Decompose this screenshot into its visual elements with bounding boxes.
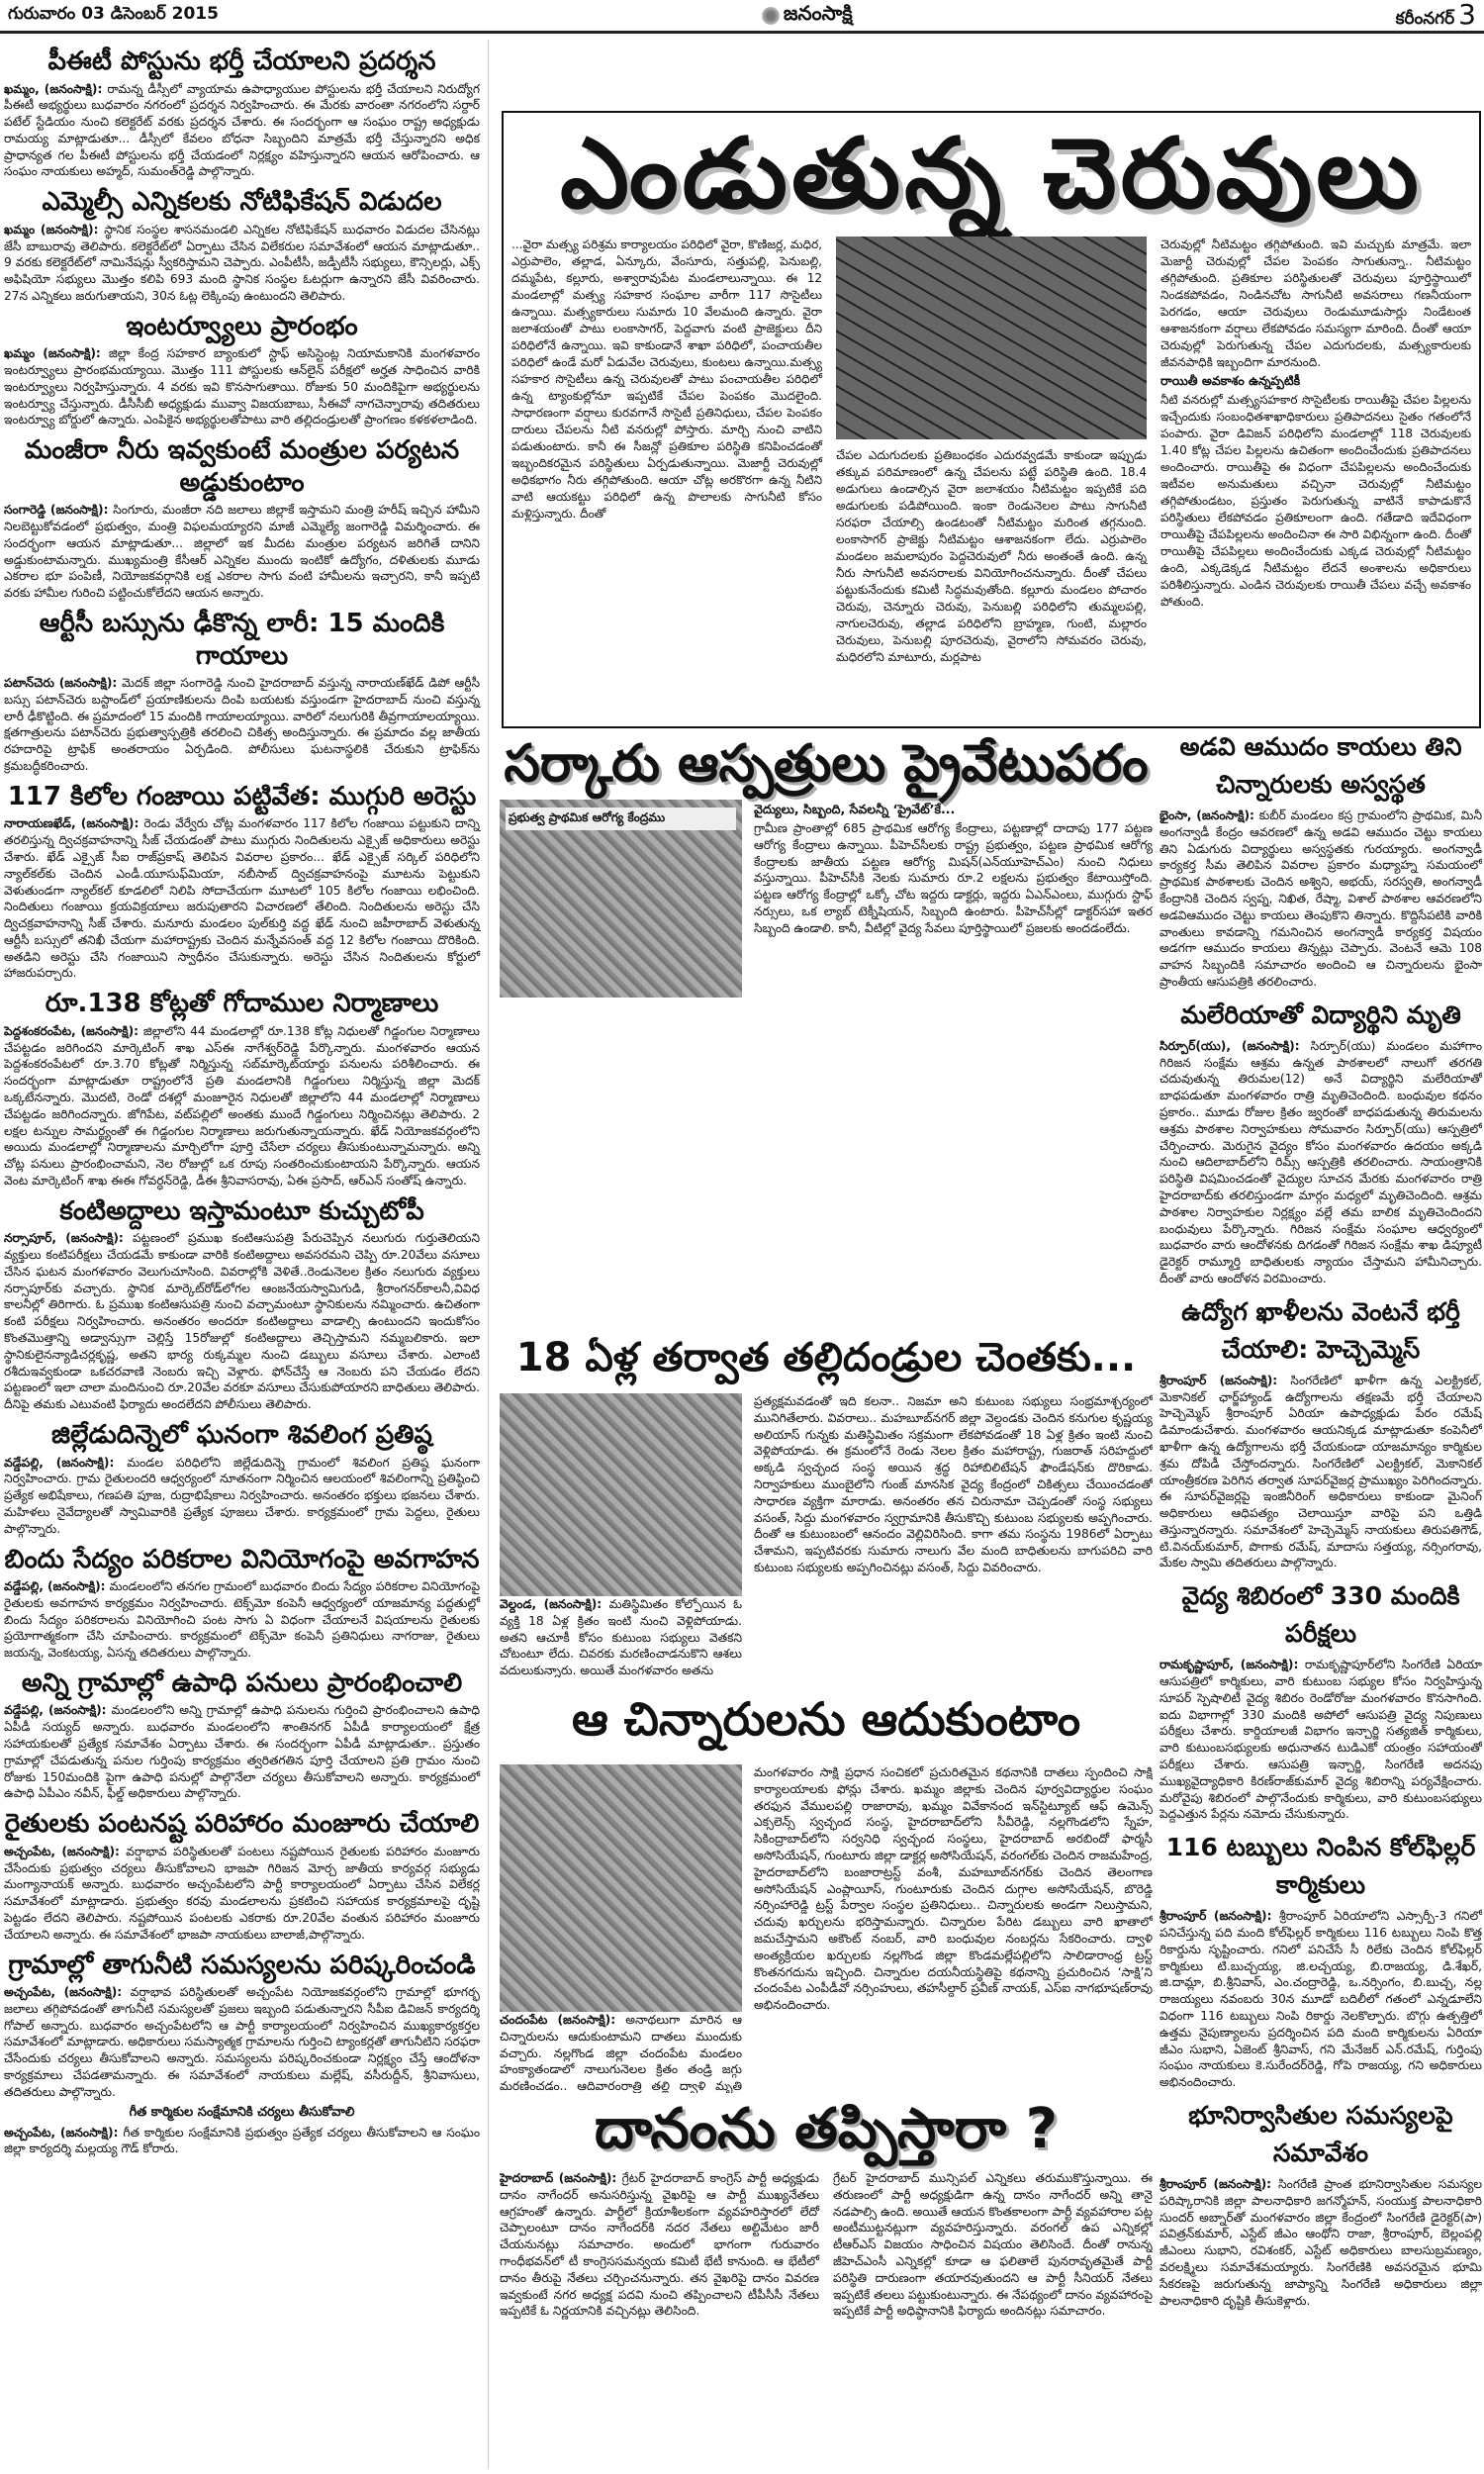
- article-body: సిర్పూర్(యు), (జనంసాక్షి): సిర్పూర్(యు) మండలం మహాగాం గిరిజన సంక్షేమ ఆశ్రమ ఉన్నత పాఠశాలలో నాలుగో తరగతి చదువుతున్న తిరుమల(12) అనే విద్యార్థిని మలేరియాతో బాధపడుతూ మంగళవారం రాత్రి మృతిచెందింది. బంధువుల కథనం ప్రకారం.. మూడు రోజుల క్రితం జ్వరంతో బాధపడుతున్న తిరుమలను ఆశ్రమ పాఠశాల నిర్వాహకులు సోమవారం సిర్పూర్(యు) ఆస్పత్రిలో చేర్పించారు. మెరుగైన వైద్యం కోసం మంగళవారం ఉదయం అక్కడి నుంచి ఆదిలాబాద్‌లోని రిమ్స్ ఆస్పత్రికి తరలించారు. సాయంత్రానికి పరిస్థితి విషమించడంతో వైద్యుల సూచన మేరకు మంగళవారం రాత్రి హైదరాబాద్‌కు తరలిస్తుండగా మార్గం మధ్యలో మృతిచెందింది. ఆశ్రమ పాఠశాల నిర్వాహకుల నిర్లక్ష్యం వల్లే తమ బాలిక మృతిచెందిందని బంధువులు పేర్కొన్నారు. గిరిజన సంక్షేమ సంఘాల ఆధ్వర్యంలో బుధవారం వారు ఆందోళనకు దిగడంతో గిరిజన సంక్షేమ శాఖ డిప్యూటీ డైరెక్టర్ రామ్మూర్తి బాధితులకు న్యాయం చేస్తామని హామీనిచ్చారు. దీంతో వారు ఆందోళన విరమించారు.: [1159, 1038, 1482, 1285]
- article-danam: దానంను తప్పిస్తారా ? హైదరాబాద్ (జనంసాక్షి): గ్రేటర్ హైదరాబాద్ కాంగ్రెస్ పార్టీ అధ్యక్షుడు దానం నాగేందర్ అనుసరిస్తున్న వైఖరిపై ఆ పార్టీ ముఖ్యనేతలు ఆగ్రహంతో ఉన్నారు. పార్టీలో క్రియాశీలకంగా వ్యవహరిస్తారలో లేదో చెప్పాలంటూ దానం నాగేందర్‌కి నదర నేతలు అల్టిమేటం జారీ చేయనునట్లు సమాచారం. అందులో భాగంగా గురువారం గాంధీభవన్‌లో టీ కాంగ్రెససమన్వయ కమిటీ భేటీ కానుంది. ఆ భేటీలో దానం తీరుపై నేతలు చర్చించనున్నారు. తన వైఖరిపై దానం వివరణ ఇవ్వకుంటే నగర అధ్యక్ష పదవి నుంచి తప్పించాలని టీపీసీసీ నేతలు ఇప్పటికే ఓ నిర్ణయానికి వచ్చినట్లు తెలిసింది. గ్రేటర్ హైదరాబాద్ మున్సిపల్ ఎన్నికలు తరుముకొస్తున్నాయి. ఈ తరుణంలో పార్టీ అధ్యక్షుడిగా ఉన్న దానం నాగేందర్ అన్ని తానై నడపాల్సి ఉంది. అయితే ఆయన కొంతకాలంగా పార్టీ వ్యవహారాల పట్ల అంటీముట్టనట్లుగా వ్యవహరిస్తున్నారు. వరంగల్ ఉప ఎన్నికల్లో టీఆర్ఎస్ విజయం సాధించిన విషయం తెలిసిందే. దీంతో రానున్న జీహెచ్ఎంసీ ఎన్నికల్లో కూడా ఆ ఫలితాలే పునరావృతమైతే పార్టీ పరిస్థితి దారుణంగా తయారవుతుందని ఆ పార్టీ సీనియర్ నేతలు ఇప్పటికే తలలు పట్టుకుంటున్నారు. ఈ నేపథ్యంలో దానం వ్యవహారంపై ఇప్పటికే పార్టీ అధిష్ఠానానికి ఫిర్యాదు అందినట్లు సమాచారం.: [500, 2097, 1153, 2319]
- headline: ఎమ్మెల్సీ ఎన్నికలకు నోటిఫికేషన్ విడుదల: [42, 187, 442, 218]
- article-hospitals: సర్కారు ఆస్పత్రులు ప్రైవేటుపరం ప్రభుత్వ ప్రాథమిక ఆరోగ్య కేంద్రము వైద్యులు, సిబ్బంది, సేవలన్నీ ‘ప్రైవేట్’కే... గ్రామీణ ప్రాంతాల్లో 685 ప్రాథమిక ఆరోగ్య కేంద్రాలు, పట్టణాల్లో దాదాపు 177 పట్టణ ఆరోగ్య కేంద్రాలు ఉన్నాయి. పీహెచ్‌సీలకు రాష్ట్ర ప్రభుత్వం, పట్టణ ప్రాథమిక ఆరోగ్య కేంద్రాలకు జాతీయ పట్టణ ఆరోగ్య మిషన్(ఎన్‌యూహెచ్‌ఎం) నుంచి నిధులు వస్తున్నాయి. పీహెచ్‌సీకి నెలకు సుమారు రూ.2 లక్షలను ప్రభుత్వం కేటాయిస్తోంది. పట్టణ ఆరోగ్య కేంద్రాల్లో ఒక్కో చోట ఇద్దరు డాక్టర్లు, ఇద్దరు ఏఎన్‌ఎంలు, ముగ్గురు స్టాఫ్ నర్సులు, ఒక ల్యాబ్ టెక్నీషియన్, సిబ్బంది ఉంటారు. పీహెచ్‌సీల్లో డాక్టర్‌సహా ఇతర సిబ్బంది ఉండాలి. కానీ, వీటిల్లో వైద్య సేవలు పూర్తిస్థాయిలో ప్రజలకు అందడంలేదు.: [500, 732, 1153, 1326]
- left-column: [4, 40, 489, 2469]
- headline: ఆ చిన్నారులను ఆదుకుంటాం: [571, 1692, 1081, 1746]
- dateline: ఖమ్మం: [4, 346, 36, 361]
- family-group-photo: [500, 1764, 742, 2012]
- headline: ఆర్టీసీ బస్సును ఢీకొన్న లారీ: 15 మందికి గాయాలు: [39, 609, 445, 671]
- health-centre-photo: ప్రభుత్వ ప్రాథమిక ఆరోగ్య కేంద్రము: [500, 800, 742, 998]
- article: [4, 1808, 480, 1943]
- headline: ఉద్యోగ ఖాళీలను వెంటనే భర్తీ చేయాలి: హెచ్చెమ్మెస్: [1181, 1296, 1460, 1364]
- masthead-logo: జనంసాక్షి: [762, 1, 853, 30]
- logo-emblem-icon: [762, 7, 780, 25]
- dateline: పటాన్‌చెరు: [4, 676, 54, 691]
- article-body: భైంసా, (జనంసాక్షి): కుబీర్ మండలం కస్ర గ్రామంలోని ప్రాథమిక, మినీ అంగన్వాడీ కేంద్రం ఆవరణలో ఉన్న అడవి ఆముదం చెట్టు కాయలు తిని ఏడుగురు విద్యార్థులు అస్వస్థతకు గురయ్యారు. అంగన్వాడీ కార్యకర్త సీమ తెలిపిన వివరాల ప్రకారం మధ్యాహ్న సమయంలో ప్రాథమిక పాఠశాలకు చెందిన అశ్విని, అభయ్, సరస్వతి, అంగన్వాడీ కేంద్రానికి చెందిన స్వప్న, నిఖిత, రేష్మా, విశాల్ పాఠశాల ఆవరణలోని అడవిఆముదం చెట్టు కాయలు తెంపుకొని తిన్నారు. కొద్దిసేపటికి వారికి వాంతులు కావడాన్ని గమనించిన అంగన్వాడీ కార్యకర్త విషయం అడగగా ఆముదం కాయలు తిన్నట్లు చెప్పారు. వెంటనే ఆమె 108 వాహన సిబ్బందికి సమాచారం అందించి ఆ చిన్నారులను భైంసా ప్రాంతీయ ఆసుపత్రికి తరలించారు.: [1159, 809, 1482, 989]
- article: [4, 186, 480, 304]
- headline: మంజీరా నీరు ఇవ్వకుంటే మంత్రుల పర్యటన అడ్డుకుంటాం: [24, 435, 460, 498]
- article: [4, 1667, 480, 1802]
- article: [4, 1419, 480, 1537]
- dateline: ఖమ్మం: [4, 222, 36, 237]
- subheadline: భూనిర్వాసితుల సమస్యలపై సమావేశం: [1188, 2101, 1453, 2168]
- article-body: అచ్చంపేట, (జనంసాక్షి): గీత కార్మికుల సంక్షేమానికి ప్రభుత్వం ప్రత్యేక చర్యలు తీసుకోవాలని ఆ సంఘం జిల్లా కార్యదర్శి మల్లయ్య గౌడ్ కోరారు.: [4, 2125, 481, 2156]
- headline: వైద్య శిబిరంలో 330 మందికి పరీక్షలు: [1181, 1581, 1460, 1649]
- headline: ఇంటర్వ్యూలు ప్రారంభం: [126, 311, 358, 341]
- article-body: వడ్డేపల్లి, (జనంసాక్షి): మండలంలోని అన్ని గ్రామాల్లో ఉపాధి పనులను గుర్తించి ప్రారంభించాలని ఉపాధి ఏపీడీ సయ్యద్ అన్నారు. బుధవారం మండలంలోని శాంతినగర్ ఏపీడీ కార్యాలయంలో క్షేత్ర సహాయకులతో ప్రత్యేక సమావేశం ఏర్పాటు చేశారు. ఈ సందర్భంగా ఏపీడీ మాట్లాడుతూ.. ప్రస్తుతం గ్రామాల్లో చేపడుతున్న పనుల గుర్తింపు కార్యక్రమం త్వరితగతిన పూర్తి చేయాలని ప్రతి గ్రామం నుంచి రోజుకు 150మందికి పైగా ఉపాధి పనుల్లో పాల్గొనేలా చర్యలు తీసుకోవాలని అన్నారు. కార్యక్రమంలో ఉపాధి ఏపీఎం నవీన్, ఫీల్డ్ అధికారులు పాల్గొన్నారు.: [4, 1703, 481, 1801]
- headline: బిందు సేద్యం పరికరాల వినియోగంపై అవగాహన: [4, 1544, 480, 1574]
- article-body: ఖమ్మం, (జనంసాక్షి): రామన్న డీస్సీలో వ్యాయామ ఉపాధ్యాయుల పోస్టులను భర్తీ చేయాలని నిరుద్యోగ పీఈటీ అభ్యర్థులు బుధవారం నగరంలో ప్రదర్శన నిర్వహించారు. ఈ మేరకు వారంతా నగరంలోని సర్దార్ పటేల్ స్టేడియం నుంచి కలెక్టరేట్ వరకు ప్రదర్శన చేశారు. ఈ సందర్భంగా ఆ సంఘం రాష్ట్ర అధ్యక్షుడు రామయ్య మాట్లాడుతూ... డీస్సీలో కేవలం బోధనా సిబ్బందిని మాత్రమే భర్తీ చేస్తున్నారని అధిక ప్రాధాన్యత గల పీఈటీ పోస్టులను భర్తీ చేయడంలో నిర్లక్ష్యం వహిస్తున్నారని ఆయన ఆరోపించారు. ఆ సంఘం నాయకులు అహ్మద్, సుమంత్‌రెడ్డి పాల్గొన్నారు.: [4, 81, 480, 179]
- headline: 18 ఏళ్ల తర్వాత తల్లిదండ్రుల చెంతకు...: [515, 1335, 1137, 1380]
- article-body: శ్రీరాంపూర్ (జనంసాక్షి): శ్రీరాంపూర్ ఏరియాలోని ఎస్సార్పీ-3 గనిలో పనిచేస్తున్న పది మంది కోల్‌ఫిల్లర్ కార్మికులు 116 టబ్బులు నింపి కొత్త రికార్డును సృష్టించారు. గనిలో పనిచేసే సీ రిలేకు చెందిన కోల్‌ఫిల్లర్ కార్మికులు టి.బుచ్చయ్య, జి.లచ్చయ్య, బి.రాజయ్య, డి.శేఖర్, జి.దామ్లా, బి.శ్రీనివాస్, ఎం.చంద్రారెడ్డి, ఒ.నర్సింగం, బి.బుచ్చ, నల్ల రాజయ్యలు నవంబరు 30న మూడో బదిలీలో గతంలో ఎన్నడూలేని విధంగా 116 టబ్బులు నింపి రికార్డు నెలకొల్పారు. బొగ్గు ఉత్పత్తిలో ఉత్తమ నైపుణ్యాలను ప్రదర్శించిన పది మంది కార్మికులను ఏరియా జీఎం సుభాని, ఏజెంట్ శ్రీనివాస్, గని మేనేజర్ ఎన్.రమేష్, గుర్తింపు సంఘం నాయకులు కె.సురేందర్‌రెడ్డి, గోపె రాజయ్య, గని అధికారులు అభినందించారు.: [1159, 1909, 1482, 2090]
- headline: గ్రామాల్లో తాగునీటి సమస్యలను పరిష్కరించండి: [8, 1950, 476, 1980]
- headline: దానంను తప్పిస్తారా ?: [594, 2097, 1059, 2161]
- feature-article-drying-ponds: [502, 111, 1481, 728]
- feature-text-1: ...వైరా మత్స్య పరిశ్రమ కార్యాలయం పరిధిలో వైరా, కొణిజర్ల, మధిర, ఎర్రుపాలెం, తల్లాడ, ఏన్కూరు, వేంసూరు, సత్తుపల్లి, పెనుబల్లి, దమ్మపేట, కల్లూరు, అశ్వారావుపేట మండలాలున్నాయి. ఈ 12 మండలాల్లో మత్స్య సహకార సంఘాల వారీగా 117 సొసైటీలు ఉన్నాయి. మత్స్యకారులు సుమారు 10 వేలమంది ఉన్నారు. వైరా జలాశయంతో పాటు లంకాసాగర్, పెద్దవాగు వంటి ప్రాజెక్టులు దీని పరిధిలోనే ఉన్నాయి. ఇవి కాకుండానే శాఖా పరిధిలో, పంచాయతీల పరిధిలో ఉండే మరో ఏడువేల చెరువులు, కుంటలు ఉన్నాయి.మత్స్య సహకార సొసైటీలు ఉన్న చెరువులతో పాటు పంచాయతీల పరిధిలో ఉన్న ట్యాంకుల్లోనూ ఇప్పటికే చేపల పెంపకం మొదలైంది. సాధారణంగా వర్షాలు కురవగానే సొసైటీ ప్రతినిధులు, చేపల పెంపకం దారులు చేపలను నీటి వనరుల్లో పోస్తారు. మార్చి నుంచి వాటిని పడుతుంటారు. కానీ ఈ సీజన్లో ప్రతికూల పరిస్థితి కనిపించడంతో ఇబ్బందికరమైన పరిస్థితులు ఏర్పడుతున్నాయి. మెజార్టీ చెరువుల్లో అధికభాగం నీరు తగ్గిపోతుంది. ఆయా చోట్ల అరకొరగా ఉన్న నీటిని వాటి ఆయకట్టు పరిధిలో ఉన్న పొలాలకు సాగునీటి కోసం మళ్లిస్తున్నారు. దీంతో: [511, 238, 822, 521]
- headline: పీఈటీ పోస్టును భర్తీ చేయాలని ప్రదర్శన: [47, 47, 436, 76]
- headline: 117 కిలోల గంజాయి పట్టివేత: ముగ్గురి అరెస్టు: [7, 781, 477, 811]
- article-body: రామకృష్ణాపూర్, (జనంసాక్షి): రామకృష్ణాపూర్‌లోని సింగరేణి ఏరియా ఆసుపత్రిలో కార్మికులు, వారి కుటుంబ సభ్యుల కోసం నిర్వహిస్తున్న సూపర్ స్పెషాలిటీ వైద్య శిబిరం రెండోరోజు మంగళవారం కొనసాగింది. ఐదు విభాగాల్లో 330 మందికి అపోలో ఆసుపత్రి వైద్య నిపుణులు పరీక్షలు చేశారు. కార్డియాలజీ విభాగం ఇన్చార్జి సత్యజిత్ కార్మికులు, వారి కుటుంబసభ్యులకు అధునాతన టుడిఎకో యంత్రం సహాయంతో పరీక్షలు చేశారు. ఆసుపత్రి ఇన్చార్జి, సింగరేణి అదనపు ముఖ్యవైద్యాధికారి కిరణ్‌రాజ్‌కుమార్ వైద్య శిబిరాన్ని పర్యవేక్షించారు. మరోవైపు శిబిరంలో పాల్గొనేందుకు కార్మికులు, వారి కుటుంబసభ్యులు పెద్దఎత్తున పేర్లను నమోదు చేసుకున్నారు.: [1159, 1658, 1482, 1822]
- article: [1159, 2097, 1482, 2309]
- headline: అన్ని గ్రామాల్లో ఉపాధి పనులు ప్రారంభించాలి: [21, 1667, 463, 1698]
- headline: రూ.138 కోట్లతో గోదాముల నిర్మాణాలు: [45, 989, 439, 1019]
- dateline: రామకృష్ణాపూర్,: [1159, 1658, 1235, 1672]
- dateline: వడ్డేపల్లి,: [4, 1455, 44, 1470]
- mother-son-photo: [500, 1393, 742, 1596]
- dateline: అచ్చంపేట,: [4, 1844, 55, 1858]
- dateline: వడ్డేపల్లి,: [4, 1703, 44, 1718]
- article: [1159, 1829, 1482, 2091]
- dateline: భైంసా,: [1159, 809, 1192, 822]
- headline: 116 టబ్బులు నింపిన కోల్‌ఫిల్లర్ కార్మికులు: [1165, 1833, 1476, 1900]
- article: [4, 988, 480, 1189]
- headline: మలేరియాతో విద్యార్థిని మృతి: [1180, 999, 1461, 1029]
- dateline: శ్రీరాంపూర్: [1159, 1373, 1207, 1387]
- article-body: వడ్డేపల్లి, (జనంసాక్షి): మండల పరిధిలోని జిల్లేడుదిన్నె గ్రామంలో శివలింగ ప్రతిష్ఠ ఘనంగా నిర్వహించారు. గ్రామ రైతులందరి ఆధ్వర్యంలో నూతనంగా నిర్మించిన ఆలయంలో శివలింగాన్ని ప్రతిష్ఠించి ప్రత్యేక అభిషేకాలు, గణపతి పూజ, రుద్రాభిషేకాలు నిర్వహించారు. అనంతరం భక్తులు భజనలు చేశారు. మహిళలు నైవేద్యాలతో స్వామివారికి ప్రత్యేక పూజలు చేశారు. కార్యక్రమంలో గ్రామ పెద్దలు, రైతులు పాల్గొన్నారు.: [4, 1455, 481, 1536]
- article-body: శ్రీరాంపూర్ (జనంసాక్షి): సింగరేణిలో ఖాళీగా ఉన్న ఎలక్ట్రికల్, మెకానికల్ ఛార్జ్‌హ్యాండ్ ఉద్యోగాలను తక్షణమే భర్తీ చేయాలని హెచ్చెమ్మెస్ శ్రీరాంపూర్ ఏరియా ఉపాధ్యక్షుడు పేరం రమేష్ డిమాండుచేశారు. మంగళవారం ఆయనిక్కడ మాట్లాడుతూ కంపెనీలో ఖాళీగా ఉన్న ఉద్యోగాలను భర్తీ చేయకుండా యాజమాన్యం కార్మికుల శ్రమ దోపిడీ చేస్తోందన్నారు. సింగరేణిలో ఎలక్ట్రికల్, మెకానికల్ యాంత్రీకరణ పెరిగిన తర్వాత సూపర్‌వైజర్ల ప్రాముఖ్యం పెరిగిందన్నారు. ఈ సూపర్‌వైజర్లపై ఇంజినీరింగ్ అధికారులు కాకుండా మైనింగ్ అధికారులు ఆధిపత్యం చెలాయిస్తూ వారిపై పని ఒత్తిడి తెస్తున్నారన్నారు. సమావేశంలో హెచ్చెమ్మెస్ నాయకులు తిరుపతిగౌడ్, టి.వినయ్‌కుమార్, పొగాకు రమేష్, మాదాసు సత్తయ్య, నర్సింగరావు, మేకల స్వామి తదితరులు పాల్గొన్నారు.: [1159, 1373, 1482, 1570]
- headline: సర్కారు ఆస్పత్రులు ప్రైవేటుపరం: [504, 734, 1149, 794]
- page-header: [0, 0, 1484, 34]
- dateline: ఖమ్మం,: [4, 81, 40, 96]
- article-body: వడ్డేపల్లి, (జనంసాక్షి): మండలంలోని తనగల గ్రామంలో బుధవారం బిందు సేద్యం పరికరాల వినియోగంపై రైతులకు అవగాహన కార్యక్రమం నిర్వహించారు. టెక్స్‌మో కంపెనీ ఆధ్వర్యంలో యాజమాన్య పద్ధతుల్లో బిందు సేద్యం పరికరాలను వినియోగించి పంట సాగు ఏ విధంగా చేయాలనే విషయాలను రైతులకు ప్రయోగాత్మకంగా చేసి చూపించారు. కార్యక్రమంలో టెక్స్‌మో కంపెనీ ప్రతినిధులు నాగరాజు, రైతులు జయన్న, వెంకటయ్య, ఏసన్న తదితరులు పాల్గొన్నారు.: [4, 1579, 481, 1661]
- headline: కంటిఅద్దాలు ఇస్తామంటూ కుచ్చుటోపీ: [59, 1195, 424, 1226]
- right-column: [1159, 722, 1482, 2474]
- middle-column: [500, 732, 1153, 2474]
- article: [1159, 1293, 1482, 1572]
- article-body: ఖమ్మం (జనంసాక్షి): స్థానిక సంస్థల శాసనమండలి ఎన్నికల నోటిఫికేషన్ బుధవారం విడుదల చేసినట్లు జేసీ బాబురావు తెలిపారు. కలెక్టరేట్‌లో ఏర్పాటు చేసిన విలేకరుల సమావేశంలో ఆయన మాట్లాడుతూ.. 9 వరకు కలెక్టరేట్‌లో నామినేషన్లు స్వీకరిస్తామని చెప్పారు. ఎంపీటీసీ, జడ్పీటీసీ సభ్యులు, కౌన్సిలర్లు, ఎక్స్ అఫిషియో సభ్యులు మొత్తం కలిపి 693 మంది స్థానిక సంస్థల ఓటర్లుగా ఉన్నారని జేసీ వివరించారు. 27న ఎన్నికలు జరుగుతాయని, 30న ఓట్ల లెక్కింపు ఉంటుందని తెలిపారు.: [4, 222, 481, 303]
- edition-page: కరీంనగర్ 3: [1395, 0, 1476, 31]
- dateline: సంగారెడ్డి: [4, 503, 46, 518]
- article-body: అచ్చంపేట, (జనంసాక్షి): వర్షాభావ పరిస్థితులతో అచ్చంపేట నియోజకవర్గంలోని గ్రామాల్లో భూగర్భ జలాలు తగ్గిపోవడంతో తాగునీటి సమస్యలతో ప్రజలు ఇబ్బంది పడుతున్నారని సీపీఐ డివిజన్ కార్యదర్శి గోపాల్ అన్నారు. బుధవారం అచ్చంపేటలోని ఆ పార్టీ కార్యాలయంలో నిర్వహించిన ముఖ్యకార్యకర్తల సమావేశంలో మాట్లాడారు. అధికారులు సమస్యాత్మక గ్రామాలను గుర్తించి ట్యాంకర్లతో తాగునీటిని సరఫరా చేసేందుకు చర్యలు తీసుకోవాలని అన్నారు. సమస్యలను పరిష్కరించకుండా నిర్లక్ష్యం చేస్తే ఆందోళనా కార్యక్రమాలు చేపడతామన్నారు. ఈ సమావేశంలో నాయకులు మల్లేష్, వసీరుద్దీన్, శ్రీనివాసులు, తదితరులు పాల్గొన్నారు.: [4, 1985, 480, 2099]
- article-body: శ్రీరాంపూర్ (జనంసాక్షి): సింగరేణి ప్రాంత భూనిర్వాసితుల సమస్యల పరిష్కారానికి జిల్లా పాలనాధికారి జగన్మోహన్, సంయుక్త పాలనాధికారి సుందర్ అబ్నార్‌తో మంగళవారం జిల్లా కేంద్రంలో సింగరేణి డైరెక్టర్(పా) పవిత్రన్‌కుమార్, ఎస్టేట్ జీఎం ఆంథోని రాజా, శ్రీరాంపూర్, బెల్లంపల్లి జీఎంలు సుభాని, రవిశంకర్, ఎస్టేట్ అధికారులు బాలసుబ్రమణ్యం, వరలక్ష్మిలు సమావేశమయ్యారు. సింగరేణికి అవసరమైన భూమి సేకరణపై జరుగుతున్న జాప్యాన్ని సింగరేణి అధికారులు జిల్లా పాలనాధికారి దృష్టికి తీసుకెళ్లారు.: [1159, 2177, 1482, 2308]
- dateline: అచ్చంపేట,: [4, 2125, 55, 2140]
- article: [4, 1195, 480, 1413]
- dateline: శ్రీరాంపూర్: [1159, 1909, 1207, 1924]
- article: [1159, 728, 1482, 991]
- article-body: నారాయణఖేడ్, (జనంసాక్షి): రెండు వేర్వేరు చోట్ల మంగళవారం 117 కిలోల గంజాయి పట్టుకుని దాన్ని తరలిస్తున్న ద్విచక్రవాహనాన్ని సీజ్ చేయడంతో పాటు ముగ్గురు నిందితులను ఎక్సైజ్ అధికారులు అరెస్టు చేశారు. ఖేడ్ ఎక్సైజ్ సీఐ రాజ్‌ప్రకాష్ తెలిపిన వివరాల ప్రకారం... ఖేడ్ ఎక్సైజ్ సర్కిల్ పరిధిలోని న్యాల్‌కల్‌కు చెందిన ఎండీ.యూసుఫ్‌మియా, నబీసాబ్ ద్విచక్రవాహనంపై మూటను పెట్టుకుని వెళుతుండగా న్యాల్‌కల్ కూడలిలో నిలిపి సోదాచేయగా మూటలో 105 కిలోల గంజాయి లభించింది. నిందితులు గంజాయి క్రయవిక్రయాలు జరుపుతారని విచారణలో తేలింది. నిందితులను అరెస్టు చేసి ద్విచక్రవాహనాన్ని సీజ్ చేశారు. మనూరు మండలం పుల్‌కుర్తి వద్ద ఖేడ్ నుంచి జహీరాబాద్ వెళుతున్న ఆర్టీసీ బస్సులో తనిఖీ చేయగా మహారాష్ట్రకు చెందిన మన్నేవసంత్ వద్ద 12 కిలోల గంజాయి దొరికింది. అతడిని అరెస్టు చేసి గంజాయిని స్వాధీనం చేసుకున్నారు. అరెస్టు చేసిన నిందితులను కోర్టులో హాజరుపర్చారు.: [4, 816, 481, 981]
- article-orphan-children: ఆ చిన్నారులను ఆదుకుంటాం చందంపేట (జనంసాక్షి): అనాథలుగా మారిన ఆ చిన్నారులను ఆదుకుంటామని దాతలు ముందుకు వచ్చారు. నల్లగొండ జిల్లా చందంపేట మండలం హంక్యాతండాలో నాలుగునెలల క్రితం తండ్రి జగ్గు మరణించడం.. ఆదివారంరాత్రి తల్లి ద్వాళి మృతి మంగళవారం సాక్షి ప్రధాన సంచికలో ప్రచురితమైన కథనానికి దాతలు స్పందించి సాక్షి కార్యాలయాలకు ఫోన్లు చేశారు. ఖమ్మం జిల్లాకు చెందిన పూర్వవిద్యార్థుల సంఘం తరఫున వేములపల్లి రాజారావు, ఖమ్మం వివేకానంద ఇన్‌స్టిట్యూట్ ఆఫ్ ఉమెన్స్ ఎక్సలెన్స్ స్వచ్ఛంద సంస్థ, హైదరాబాద్‌లోని సీవీరెడ్డి, నల్లగొండలోని స్నేహ, సికింద్రాబాద్‌లోని సర్వనిధి స్వచ్ఛంద సంస్థలు, హైదరాబాద్ అరబిందో ఫార్మసీ అసోసియేషన్, గుంటూరు జిల్లా డాక్టర్ల అసోసియేషన్, వరంగల్‌కు చెందిన రాజమహేంద్ర, హైదరాబాద్‌లోని బంజారాట్రస్ట్ వంశీ, మహబూబ్‌నగర్‌కు చెందిన తెలంగాణ అసోసియేషన్ ఎంప్లాయీస్, గుంటూరుకు చెందిన దుగ్గాల అసోసియేషన్, బొరెడ్డి నర్సింహారెడ్డి ట్రస్ట్ పేర్వాల సంస్థల ప్రతినిధులు.. చిన్నారులకు అండగా నిలుస్తామని, చదువు ఖర్చులను భరిస్తామన్నారు. చిన్నారుల పేరిట డబ్బులు వారి ఖాతాలో జమచేస్తామని అకౌంట్ నంబర్, వారి బంధువుల నంబర్లను సేకరించారు. ద్వాళి అంత్యక్రియల ఖర్చులకు నల్లగొండ జిల్లా కొండమల్లేపల్లిలోని సాలిడారాంధ్ర ట్రస్ట్ కొంతనగదును ఇచ్చింది. చిన్నారుల దయనీయస్థితిపై కథనాన్ని ప్రచురించిన ‘సాక్షి’ని చందంపేట ఎంపీడీవో నర్సింహులు, తహసీల్దార్ ప్రవీణ్ నాయక్, ఎస్ఐ నాగభూషణ్‌రావు అభినందించారు.: [500, 1677, 1153, 2093]
- article: [4, 2105, 480, 2158]
- dateline: పెద్దశంకరంపేట,: [4, 1023, 76, 1038]
- dateline: అచ్చంపేట,: [4, 1985, 55, 2000]
- headline: జిల్లేడుదిన్నెలో ఘనంగా శివలింగ ప్రతిష్ఠ: [51, 1420, 432, 1451]
- article-body: పటాన్‌చెరు (జనంసాక్షి): మెదక్ జిల్లా సంగారెడ్డి నుంచి హైదరాబాద్ వస్తున్న నారాయణ్‌ఖేడ్ డిపో ఆర్టీసీ బస్సు పటాన్‌చెరు బస్టాండ్‌లో ప్రయాణికులను దింపి బయటకు వస్తుండగా హైదరాబాద్ నుంచి వస్తున్న లారీ ఢీకొట్టింది. ఈ ప్రమాదంలో 15 మందికి గాయాలయ్యాయి. వారిలో నలుగురికి తీవ్రగాయాలయ్యాయి. క్షతగాత్రులను పటాన్‌చెరు ప్రభుత్వాస్పత్రికి తరలించి చికిత్స అందిస్తున్నారు. ఈ ప్రమాదం వల్ల జాతీయ రహదారిపై ట్రాఫిక్ అంతరాయం ఏర్పడింది. పోలీసులు ఘటనాస్థలికి చేరుకుని ట్రాఫిక్‌ను క్రమబద్ధీకరించారు.: [4, 676, 481, 774]
- article: [4, 311, 480, 428]
- feature-text-4: నీటి వనరుల్లో మత్స్యసహకార సొసైటీలకు రాయితీపై చేపల పిల్లలను ఇచ్చేందుకు సంబంధితశాఖాధికారులు ప్రతిపాదనలు సైతం గతంలోనే పంపారు. వైరా డివిజన్ పరిధిలోని మండలాల్లో 118 చెరువులకు 1.40 కోట్ల చేపల పిల్లలను ఉచితంగా అందించేందుకు ప్రతిపాదనలు అందించారు. రాయితీపై ఈ విధంగా చేపపిల్లలను అందించేందుకు ఇటీవల అనుమతులు వచ్చినా చెరువుల్లో నీటిమట్టం తగ్గిపోతుండటం, ప్రస్తుతం పెరుగుతున్న వాటినే కాపాడుకొనే పరిస్థితులు లేకపోవడం ప్రతికూలంగా ఉంది. గతేడాది ఇదేవిధంగా రాయితీపై చేపపిల్లలను అందించినా ఈ సారి విభిన్నంగా ఉంది. దీంతో రాయితీపై చేపపిల్లలు అందించేందుకు ఎక్కడ చెరువుల్లో నీటిమట్టం ఉంది, ఎక్కడెక్కడ నీటిమట్టం లేదనే అంశాలను అధికారులు పరిశీలిస్తున్నారు. ఎండిన చెరువులకు రాయితీ చేపలు వచ్చే అవకాశం పోతుంది.: [1160, 393, 1471, 609]
- cracked-earth-photo: [836, 237, 1147, 439]
- feature-headline: ఎండుతున్న చెరువులు: [560, 118, 1423, 231]
- dateline: వడ్డేపల్లి,: [4, 1579, 44, 1593]
- feature-subheading: రాయితీ అవకాశం ఉన్నప్పటికీ: [1160, 373, 1301, 388]
- headline: అడవి ఆముదం కాయలు తిని చిన్నారులకు అస్వస్థత: [1179, 732, 1462, 799]
- feature-text-3: చెరువుల్లో నీటిమట్టం తగ్గిపోతుంది. ఇవి మచ్చుకు మాత్రమే. ఇలా మెజార్టీ చెరువుల్లో చేపల పెంపకం సాగుతున్నా.. నీటిమట్టం తగ్గిపోతుంది. ప్రతికూల పరిస్థితులతో చెరువులు పూర్తిస్థాయిలో నిండకపోవడం, నిండినచోట సాగునీటి అవసరాలు గణనీయంగా పెరగడం, ఆయా చెరువులు రెండుమూడుసార్లు నిండేటంత ఆశాజనకంగా వర్షాలు లేకపోవడం సమస్యగా మారింది. దీంతో ఆయా చెరువుల్లో పెరుగుతున్న చేపల ఎదుగుదలకు, మత్స్యకారులకు జీవనపాధికి ఇబ్బందిగా మారనుంది.: [1160, 238, 1471, 369]
- article-body: నర్సాపూర్, (జనంసాక్షి): పట్టణంలో ప్రముఖ కంటిఆసుపత్రి పేరుచెప్పిన నలుగురు గుర్తుతెలియని వ్యక్తులు కంటిపరీక్షలు చేయడమే కాకుండా వారికి కంటిఅద్దాలు అవసరమని చెప్పి రూ.20వేలు వసూలు చేసిన ఘటన మంగళవారం వెలుగుచూసింది. వివరాల్లోకి వెళితే..రెండునెలల క్రితం నలుగురు వ్యక్తులు నర్సాపూర్‌కు వచ్చారు. స్థానిక మార్కెట్‌రోడ్‌లోగల ఆంజనేయస్వామిగుడి, శ్రీరాంగనర్‌కాలనీ,వివిధ కాలనీల్లో తిరిగారు. ఓ ప్రముఖ కంటిఆసుపత్రి నుంచి వచ్చామంటూ స్థానికులను నమ్మించారు. ఉచితంగా కంటి పరీక్షలు నిర్వహించారు. అనంతరం అందరూ కంటిఅద్దాలు వాడాల్సి ఉంటుందని ఇందుకోసం కొంతమొత్తాన్ని అడ్వాన్సుగా చెల్లిస్తే 15రోజుల్లో కంటిఅద్దాలు తెచ్చిస్తామని నమ్మబలికారు. ఇలా స్థానికులైనన్యాడిచర్లకృష్ణ, అతని భార్య రుక్కమ్మల నుంచి డబ్బులు వసూలు చేశారు. ఎలాంటి రశీదుఇవ్వకుండా ఒకచరవాణి నెంబరు ఇచ్చి వెళ్లారు. ఫోన్‌చేస్తే ఆ నెంబరు పని చేయడం లేదని పట్టణంలో ఇలా చాలా మందినుంచి రూ.20వేల వరకూ వసూలు చేసుకుపోయారని బాధితులు తెలిపారు. దీనిపై తమకు ఎటువంటి ఫిర్యాదు అందలేదని పోలీసులు తెలిపారు.: [4, 1231, 481, 1412]
- dateline: శ్రీరాంపూర్: [1159, 2177, 1207, 2192]
- headline: రైతులకు పంటనష్ట పరిహారం మంజూరు చేయాలి: [4, 1809, 480, 1840]
- article: [4, 1544, 480, 1662]
- article: [4, 46, 480, 180]
- feature-text-2: చేపల ఎదుగుదలకు ప్రతిబంధకం ఎదురవ్వడమే కాకుండా ఇప్పుడు తక్కువ పరిమాణంలో ఉన్న చేపలను పట్టే పరిస్థితి ఉంది. 18.4 అడుగులు ఉండాల్సిన వైరా జలాశయం నీటిమట్టం ఇప్పటికే పది అడుగులకు పడిపోయింది. ఇంకా రెండునెలల పాటు సాగునీటి సరఫరా చేయాల్సి ఉండటంతో నీటిమట్టం మరింత తగ్గనుంది. లంకాసాగర్ ప్రాజెక్టు నీటిమట్టం ఆశాజనకంగా లేదు. ఎర్రుపాలెం మండలం జమలాపురం పెద్దచెరువులో నీరు అంతంతే ఉంది. ఉన్న నీరు సాగునీటి అవసరాలకు వినియోగించనున్నారు. దీంతో చేపలు పట్టుకునేందుకు కమిటీ సిద్ధమవుతోంది. కల్లూరు మండలం పోచారం చెరువు, చెన్నూరు చెరువు, పెనుబల్లి పరిధిలోని తుమ్మలపల్లి, నాగులచెరువు, తల్లాడ పరిధిలోని బ్రాహ్మణ, గుంటి, మల్లారం చెరువులు, పెనుబల్లి పూరచెరువు, వైరాలోని సోమవరం చెరువు, మధిరలోని మాటూరు, మర్లపాట: [836, 448, 1147, 664]
- article: [4, 781, 480, 982]
- page-number: 3: [1458, 0, 1476, 31]
- article: [4, 1950, 480, 2101]
- dateline: సిర్పూర్(యు),: [1159, 1038, 1232, 1053]
- article: [1159, 997, 1482, 1287]
- subheadline: గీత కార్మికుల సంక్షేమానికి చర్యలు తీసుకోవాలి: [129, 2104, 355, 2120]
- dateline: నారాయణఖేడ్,: [4, 816, 76, 831]
- article: [4, 434, 480, 602]
- article-body: అచ్చంపేట, (జనంసాక్షి): వర్షాభావ పరిస్థితులతో పంటలు నష్టపోయిన రైతులకు పరిహారం మంజూరు చేసేందుకు ప్రభుత్వం చర్యలు తీసుకోవాలని భాజపా గిరిజన మోర్చ జాతీయ కార్యవర్గ సభ్యుడు మంగ్యానాయక్ అన్నారు. బుధవారం అచ్చంపేటలోని పార్టీ కార్యాలయంలో ఏర్పాటు చేసిన విలేకర్ల సమావేశంలో మాట్లాడారు. ప్రభుత్వం కరవు మండలాలను ప్రకటించి సహాయక కార్యక్రమాలపై దృష్టి పెట్టడం లేదని తెలిపారు. నష్టపోయిన పంటలకు ఎకరాకు రూ.20వేల వంతున పరిహారం మంజూరు చేయాలని అన్నారు. ఈ సమావేశంలో భాజపా నాయకులు బాలాజీ,పాల్గొన్నారు.: [4, 1844, 480, 1942]
- article-reunited-after-18-years: 18 ఏళ్ల తర్వాత తల్లిదండ్రుల చెంతకు... వెల్దండ, (జనంసాక్షి): మతిస్థిమితం కోల్పోయిన ఓ వ్యక్తి 18 ఏళ్ల క్రితం ఇంటి నుంచి వెళ్లిపోయాడు. అతని ఆచూకీ కోసం కుటుంబ సభ్యులు వెతకని చోటంటూ లేదు. చివరకు మరణించాడనుకొని ఆశలు వదులుకున్నారు. అయితే మంగళవారం అతను ప్రత్యక్షమవడంతో ఇది కలనా.. నిజమా అని కుటుంబ సభ్యులు సంభ్రమాశ్చర్యంలో మునిగితేలారు. వివరాలు.. మహబూబ్‌నగర్ జిల్లా వెల్దండకు చెందిన కనుగుల కృష్ణయ్య అలియాస్ గున్నకు మతిస్థిమితం సక్రమంగా లేకపోవడంతో 18 ఏళ్ల క్రితం ఇంటి నుంచి వెళ్లిపోయాడు. ఈ క్రమంలోనే రెండు నెలల క్రితం మహారాష్ట్ర, గుజరాత్ సరిహద్దులో అక్కడి స్వచ్ఛంద సంస్థ అయిన శ్రద్ధ రిహాబిలిటేషన్ ఫౌండేషన్‌కు దొరికాడు. నిర్వాహకులు ముంబైలోని గుంజ్ మానసిక వైద్య కేంద్రంలో చికిత్సలు చేయించడంతో సాధారణ వ్యక్తిగా మారాడు. అనంతరం తన చిరునామా చెప్పడంతో సంస్థ సభ్యులు వసంత్, సిద్దు మంగళవారం స్వగ్రామానికి తీసుకొచ్చి కుటుంబ సభ్యులకు అప్పగించారు. దీంతో ఆ కుటుంబంలో ఆనందం వెల్లివిరిసింది. కాగా తమ సంస్థను 1986లో ఏర్పాటు చేశామని, ఇప్పటివరకు సుమారు నాలుగు వేల మంది బాధితులను బాగుపరిచి వారి కుటుంబ సభ్యులకు అప్పగించినట్లు వసంత్, సిద్దు వివరించారు.: [500, 1326, 1153, 1677]
- dateline: నర్సాపూర్,: [4, 1231, 56, 1246]
- article: [4, 608, 480, 775]
- article: [1159, 1577, 1482, 1823]
- issue-date: గురువారం 03 డిసెంబర్ 2015: [8, 3, 219, 24]
- article-body: సంగారెడ్డి (జనంసాక్షి): సింగూరు, మంజీరా నది జలాలు జిల్లాకే ఇస్తామని మంత్రి హరీష్ ఇచ్చిన హామీని నిలబెట్టుకోవడంలో ప్రభుత్వం, మంత్రి విఫలమయ్యారని మాజీ ఎమ్మెల్యే జంగారెడ్డి విమర్శించారు. ఈ సందర్భంగా ఆయన మాట్లాడుతూ... జిల్లాలో ఇక మీదట మంత్రుల పర్యటన జరిగితే దానిని అడ్డుకుంటామన్నారు. ముఖ్యమంత్రి కేసీఆర్ ఎన్నికల ముందు ఇంటికో ఉద్యోగం, దళితులకు మూడు ఎకరాల భూ పంపిణీ, నియోజకవర్గానికి లక్ష ఎకరాల సాగు వంటి హామీలను ఇచ్చారని, కానీ ఇప్పటి వరకు హామీల గురించి పట్టించుకోలేదని ఆయన అన్నారు.: [4, 503, 480, 601]
- article-body: ఖమ్మం (జనంసాక్షి): జిల్లా కేంద్ర సహకార బ్యాంకులో స్టాఫ్ అసిస్టెంట్ల నియామకానికి మంగళవారం ఇంటర్వ్యూలు ప్రారంభమయ్యాయి. మొత్తం 111 పోస్టులకు ఆన్‌లైన్ పరీక్షలో అర్హత సాధించిన వారికి ఇంటర్వ్యూలు నిర్వహిస్తున్నారు. 4 వరకు ఇవి కొనసాగుతాయి. రోజుకు 50 మందికిపైగా అభ్యర్థులను ఇంటర్వ్యూ చేస్తున్నారు. డీసీసీబీ అధ్యక్షుడు మువ్వా విజయబాబు, సీఈవో నాగచెన్నారావు తదితరులు ఇంటర్వ్యూ బోర్డులో ఉన్నారు. ఎంపికైన అభ్యర్థులతోపాటు వారి తల్లిదండ్రులతో ప్రాంగణం కళకళలాడింది.: [4, 346, 481, 428]
- article-body: పెద్దశంకరంపేట, (జనంసాక్షి): జిల్లాలోని 44 మండలాల్లో రూ.138 కోట్ల నిధులతో గిడ్డంగుల నిర్మాణాలు చేపట్టడం జరిగిందని మార్కెటింగ్ శాఖ ఎస్ఈ నాగేశ్వర్‌రెడ్డి పేర్కొన్నారు. మంగళవారం ఆయన పెద్దశంకరంపేటలో రూ.3.70 కోట్లతో నిర్మిస్తున్న సబ్‌మార్కెట్‌యార్డు పనులను పరిశీలించారు. ఈ సందర్భంగా మాట్లాడుతూ రాష్ట్రంలోనే ప్రతి మండలానికి గిడ్డంగులు నిర్మిస్తున్న జిల్లా మెదక్ ఒక్కటేనన్నారు. మొదటి, రెండో దశల్లో మంజూరైన నిధులతో జిల్లాలోని 44 మండలాల్లో నిర్మాణాలు చేపట్టడం జరిగిందన్నారు. జోగిపేట, వట్‌పల్లిలో అంతకు ముందే గిడ్డంగులు నిర్మించినట్లు తెలిపారు. 2 లక్షల టన్నుల సామర్థ్యంతో ఈ గిడ్డంగుల నిర్మాణాలు జరుగుతున్నాయన్నారు. ఖేడ్ నియోజకవర్గంలోని అయిదు మండలాల్లో నిర్మాణాలను మార్చిలోగా పూర్తి చేసేలా చర్యలు తీసుకుంటున్నామన్నారు. అన్ని చోట్ల పనులు ప్రారంభించామని, నెల రోజుల్లో ఒక రూపు సంతరించుకుంటాయని పేర్కొన్నారు. ఆయన వెంట మార్కెటింగ్ శాఖ ఈఈ గోవర్ధన్‌రెడ్డి, డీఈ శ్రీనివాసరావు, ఏఈ ప్రసాద్, ఆర్ఎన్ సంతోష్ ఉన్నారు.: [4, 1023, 481, 1188]
